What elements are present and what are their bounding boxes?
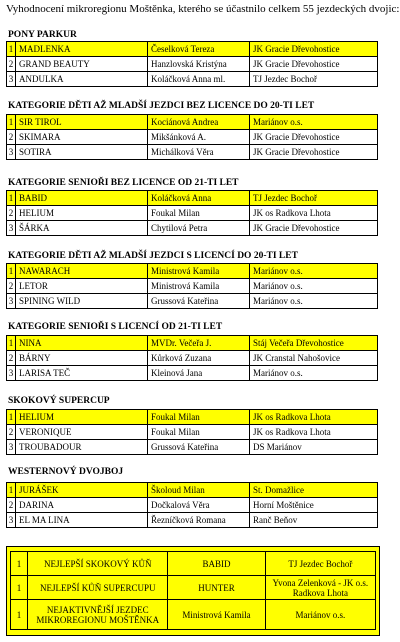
rider-cell: Ministrová Kamila	[148, 279, 250, 294]
award-rank: 1	[11, 552, 28, 576]
section-title: SKOKOVÝ SUPERCUP	[8, 396, 110, 406]
rank-cell: 2	[7, 351, 16, 366]
club-cell: JK Gracie Dřevohostice	[250, 221, 378, 236]
award-rank: 1	[11, 576, 28, 600]
table-row	[7, 264, 378, 279]
rider-cell: Řezníčková Romana	[148, 513, 250, 528]
results-table	[6, 409, 378, 455]
intro-text: Vyhodnocení mikroregionu Moštěnka, kterého se účastnilo celkem 55 jezdeckých dvojic:	[6, 3, 400, 15]
club-cell: Stáj Večeřa Dřevohostice	[250, 336, 378, 351]
table-row	[7, 191, 378, 206]
rider-cell: Chytilová Petra	[148, 221, 250, 236]
rider-cell: Kociánová Andrea	[148, 115, 250, 130]
award-row	[11, 576, 376, 600]
rank-cell: 2	[7, 498, 16, 513]
club-cell: Mariánov o.s.	[250, 366, 378, 381]
rank-cell: 3	[7, 440, 16, 455]
rider-cell: Školoud Milan	[148, 483, 250, 498]
rank-cell: 1	[7, 191, 16, 206]
rank-cell: 1	[7, 115, 16, 130]
results-table	[6, 335, 378, 381]
award-club: Yvona Zelenková - JK o.s. Radkova Lhota	[265, 576, 375, 600]
rider-cell: Grussová Kateřina	[148, 294, 250, 309]
horse-cell: BÁRNY	[16, 351, 148, 366]
club-cell: JK Gracie Dřevohostice	[250, 42, 378, 57]
table-row	[7, 483, 378, 498]
club-cell: Ranč Beňov	[250, 513, 378, 528]
club-cell: JK os Radkova Lhota	[250, 206, 378, 221]
rider-cell: Hanzlovská Kristýna	[148, 57, 250, 72]
rank-cell: 3	[7, 294, 16, 309]
horse-cell: VERONIQUE	[16, 425, 148, 440]
table-row	[7, 425, 378, 440]
rank-cell: 3	[7, 145, 16, 160]
club-cell: St. Domažlice	[250, 483, 378, 498]
section-title: KATEGORIE SENIOŘI S LICENCÍ OD 21-TI LET	[8, 322, 223, 332]
club-cell: Mariánov o.s.	[250, 264, 378, 279]
section-title: KATEGORIE SENIOŘI BEZ LICENCE OD 21-TI LET	[8, 178, 239, 188]
rider-cell: Foukal Milan	[148, 206, 250, 221]
rider-cell: Česelková Tereza	[148, 42, 250, 57]
horse-cell: SPINING WILD	[16, 294, 148, 309]
section-title: WESTERNOVÝ DVOJBOJ	[8, 467, 124, 477]
horse-cell: HELIUM	[16, 410, 148, 425]
table-row	[7, 57, 378, 72]
rank-cell: 1	[7, 336, 16, 351]
horse-cell: BABID	[16, 191, 148, 206]
rider-cell: Foukal Milan	[148, 425, 250, 440]
award-name: BABID	[168, 552, 265, 576]
horse-cell: ŠÁRKA	[16, 221, 148, 236]
awards-table	[10, 551, 376, 630]
table-row	[7, 294, 378, 309]
club-cell: Mariánov o.s.	[250, 279, 378, 294]
horse-cell: SIR TIROL	[16, 115, 148, 130]
club-cell: TJ Jezdec Bochoř	[250, 191, 378, 206]
table-row	[7, 145, 378, 160]
rider-cell: Koláčková Anna	[148, 191, 250, 206]
rider-cell: Grussová Kateřina	[148, 440, 250, 455]
horse-cell: TROUBADOUR	[16, 440, 148, 455]
club-cell: Mariánov o.s.	[250, 294, 378, 309]
rank-cell: 2	[7, 206, 16, 221]
rank-cell: 2	[7, 130, 16, 145]
table-row	[7, 366, 378, 381]
horse-cell: NINA	[16, 336, 148, 351]
horse-cell: SKIMARA	[16, 130, 148, 145]
table-row	[7, 498, 378, 513]
rider-cell: Kůrková Zuzana	[148, 351, 250, 366]
rider-cell: Koláčková Anna ml.	[148, 72, 250, 87]
award-club: Mariánov o.s.	[265, 600, 375, 630]
section-title: KATEGORIE DĚTI AŽ MLADŠÍ JEZDCI S LICENCÍ DO 20-TI LET	[8, 251, 298, 261]
horse-cell: GRAND BEAUTY	[16, 57, 148, 72]
section-title: KATEGORIE DĚTI AŽ MLADŠÍ JEZDCI BEZ LICENCE DO 20-TI LET	[8, 101, 315, 111]
rank-cell: 1	[7, 264, 16, 279]
results-table	[6, 482, 378, 528]
club-cell: JK os Radkova Lhota	[250, 410, 378, 425]
table-row	[7, 206, 378, 221]
rank-cell: 3	[7, 221, 16, 236]
table-row	[7, 440, 378, 455]
table-row	[7, 279, 378, 294]
results-table	[6, 114, 378, 160]
award-title: NEJLEPŠÍ SKOKOVÝ KŮŇ	[28, 552, 168, 576]
rider-cell: Kleinová Jana	[148, 366, 250, 381]
rider-cell: Michálková Věra	[148, 145, 250, 160]
horse-cell: SOTIRA	[16, 145, 148, 160]
horse-cell: LARISA TEČ	[16, 366, 148, 381]
table-row	[7, 410, 378, 425]
club-cell: Horní Moštěnice	[250, 498, 378, 513]
club-cell: DS Mariánov	[250, 440, 378, 455]
table-row	[7, 221, 378, 236]
table-row	[7, 42, 378, 57]
award-name: Ministrová Kamila	[168, 600, 265, 630]
club-cell: JK Gracie Dřevohostice	[250, 145, 378, 160]
table-row	[7, 513, 378, 528]
award-row	[11, 600, 376, 630]
rank-cell: 1	[7, 410, 16, 425]
results-table	[6, 41, 378, 87]
table-row	[7, 336, 378, 351]
club-cell: TJ Jezdec Bochoř	[250, 72, 378, 87]
horse-cell: EL MA LINA	[16, 513, 148, 528]
rider-cell: Ministrová Kamila	[148, 264, 250, 279]
horse-cell: HELIUM	[16, 206, 148, 221]
horse-cell: LETOR	[16, 279, 148, 294]
horse-cell: MADLENKA	[16, 42, 148, 57]
award-title: NEJLEPŠÍ KŮŇ SUPERCUPU	[28, 576, 168, 600]
club-cell: JK os Radkova Lhota	[250, 425, 378, 440]
rider-cell: MVDr. Večeřa J.	[148, 336, 250, 351]
horse-cell: JURÁŠEK	[16, 483, 148, 498]
horse-cell: NAWARACH	[16, 264, 148, 279]
results-table	[6, 190, 378, 236]
rank-cell: 3	[7, 513, 16, 528]
rider-cell: Foukal Milan	[148, 410, 250, 425]
rank-cell: 1	[7, 483, 16, 498]
club-cell: JK Cranstal Nahošovice	[250, 351, 378, 366]
rider-cell: Dočkalová Věra	[148, 498, 250, 513]
table-row	[7, 351, 378, 366]
award-rank: 1	[11, 600, 28, 630]
horse-cell: ANDULKA	[16, 72, 148, 87]
rank-cell: 3	[7, 366, 16, 381]
rank-cell: 2	[7, 425, 16, 440]
rider-cell: Mikšánková A.	[148, 130, 250, 145]
table-row	[7, 115, 378, 130]
rank-cell: 3	[7, 72, 16, 87]
rank-cell: 1	[7, 42, 16, 57]
award-row	[11, 552, 376, 576]
club-cell: Mariánov o.s.	[250, 115, 378, 130]
club-cell: JK Gracie Dřevohostice	[250, 57, 378, 72]
award-club: TJ Jezdec Bochoř	[265, 552, 375, 576]
table-row	[7, 72, 378, 87]
rank-cell: 2	[7, 57, 16, 72]
section-title: PONY PARKUR	[8, 30, 77, 40]
table-row	[7, 130, 378, 145]
club-cell: JK Gracie Dřevohostice	[250, 130, 378, 145]
results-table	[6, 263, 378, 309]
horse-cell: DARINA	[16, 498, 148, 513]
rank-cell: 2	[7, 279, 16, 294]
award-name: HUNTER	[168, 576, 265, 600]
award-title: NEJAKTIVNĚJŠÍ JEZDEC MIKROREGIONU MOŠTĚNKA	[28, 600, 168, 630]
